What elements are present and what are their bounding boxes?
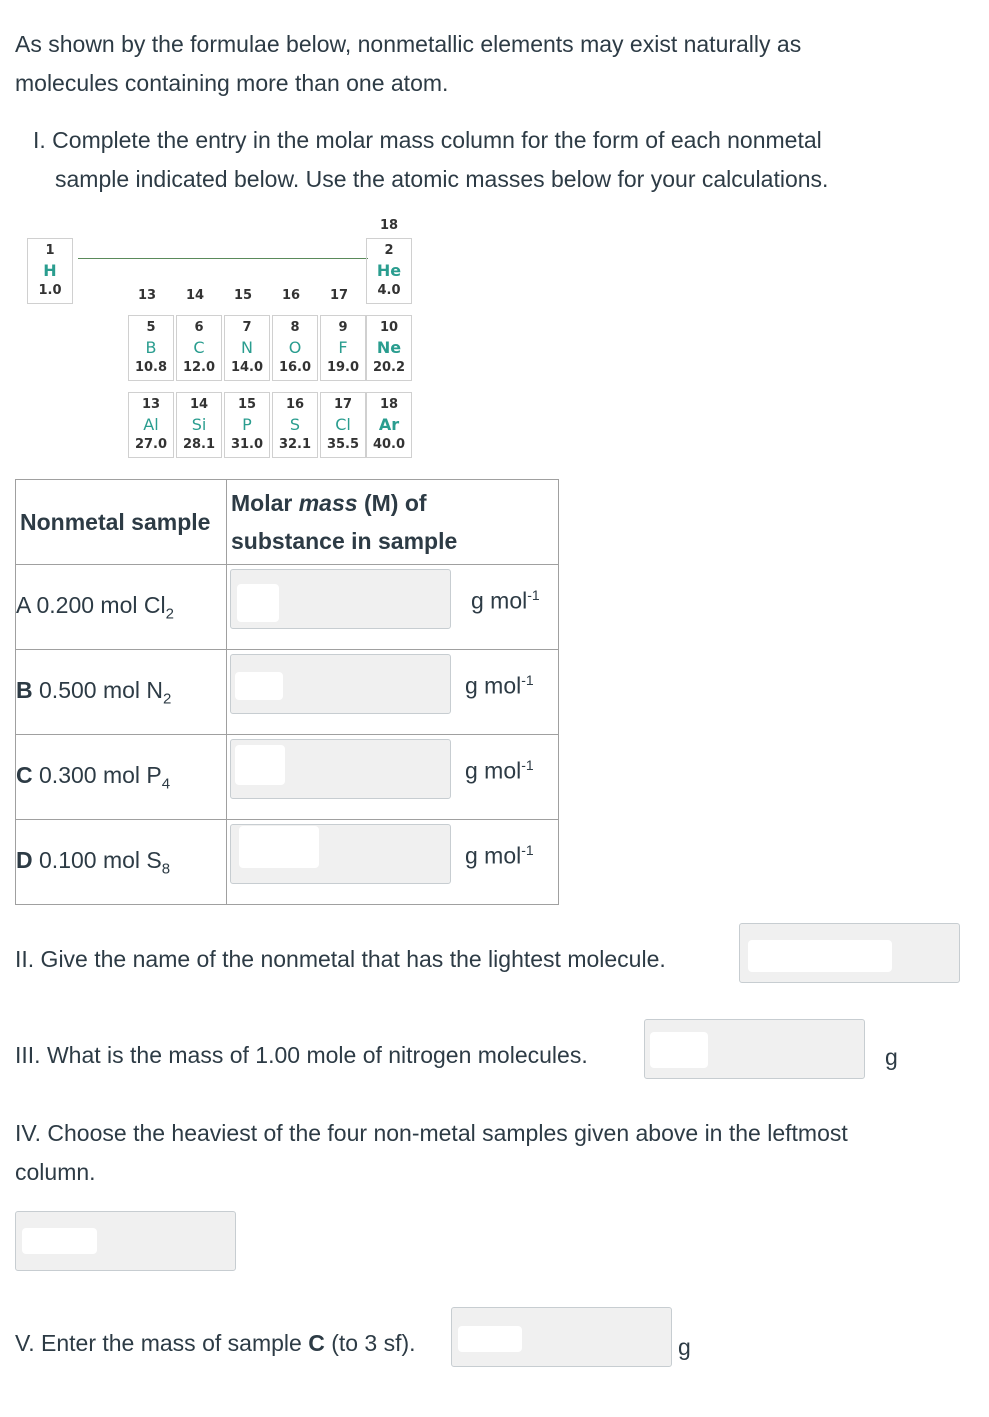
periodic-table [0,0,989,470]
period-1-line [78,258,368,259]
group-label-13: 13 [137,288,157,303]
element-phosphorus: 15 P 31.0 [224,392,270,458]
unit-label: g mol$^{-1}$ [471,587,540,614]
element-aluminium: 13 Al 27.0 [128,392,174,458]
answer-redaction [235,745,285,785]
sample-b: B 0.500 mol $N_2$ [16,650,227,735]
element-argon: 18 Ar 40.0 [366,392,412,458]
question-3-text: III. What is the mass of 1.00 mole of nitrogen molecules. [15,1042,588,1068]
table-row [16,735,559,820]
element-helium: 2 He 4.0 [366,238,412,304]
answer-redaction [239,826,319,868]
question-4-line-2: column. [15,1159,96,1185]
intro-line-2: molecules containing more than one atom. [15,70,449,96]
question-4-text [15,1114,975,1192]
unit-label: g mol$^{-1}$ [465,672,534,699]
group-label-17: 17 [329,288,349,303]
question-5-text: V. Enter the mass of sample C (to 3 sf). [15,1330,416,1356]
nitrogen-mass-unit: g [885,1044,898,1070]
question-1-line-2: sample indicated below. Use the atomic masses below for your calculations. [55,166,829,192]
element-nitrogen: 7 N 14.0 [224,315,270,381]
table-row [16,565,559,650]
answer-redaction [748,940,892,972]
element-silicon: 14 Si 28.1 [176,392,222,458]
molar-mass-cell-a [227,565,559,650]
header-molar-mass: Molar mass (M) of substance in sample [227,480,559,565]
sample-c-mass-unit: g [678,1334,691,1360]
table-header-row [16,480,559,565]
group-label-18-top: 18 [379,218,399,233]
element-carbon: 6 C 12.0 [176,315,222,381]
element-sulfur: 16 S 32.1 [272,392,318,458]
answer-redaction [235,672,283,700]
molar-mass-cell-b [227,650,559,735]
unit-label: g mol$^{-1}$ [465,757,534,784]
question-4-line-1: IV. Choose the heaviest of the four non-metal samples given above in the leftmost [15,1120,848,1146]
unit-label: g mol$^{-1}$ [465,842,534,869]
molar-mass-cell-d [227,820,559,905]
molar-mass-table [15,479,559,905]
answer-redaction [650,1032,708,1068]
header-nonmetal-sample: Nonmetal sample [16,480,227,565]
group-label-15: 15 [233,288,253,303]
answer-redaction [237,584,279,622]
group-label-16: 16 [281,288,301,303]
answer-redaction [458,1326,522,1352]
question-1-line-1: I. Complete the entry in the molar mass column for the form of each nonmetal [33,127,822,153]
question-2-text: II. Give the name of the nonmetal that has the lightest molecule. [15,946,666,972]
intro-line-1: As shown by the formulae below, nonmetallic elements may exist naturally as [15,31,802,57]
group-label-14: 14 [185,288,205,303]
element-boron: 5 B 10.8 [128,315,174,381]
sample-c: C 0.300 mol $P_4$ [16,735,227,820]
element-chlorine: 17 Cl 35.5 [320,392,366,458]
element-fluorine: 9 F 19.0 [320,315,366,381]
table-row [16,650,559,735]
element-hydrogen: 1 H 1.0 [27,238,73,304]
element-oxygen: 8 O 16.0 [272,315,318,381]
answer-redaction [22,1228,97,1254]
sample-a: A 0.200 mol $Cl_2$ [16,565,227,650]
molar-mass-cell-c [227,735,559,820]
table-row [16,820,559,905]
sample-d: D 0.100 mol $S_8$ [16,820,227,905]
element-neon: 10 Ne 20.2 [366,315,412,381]
